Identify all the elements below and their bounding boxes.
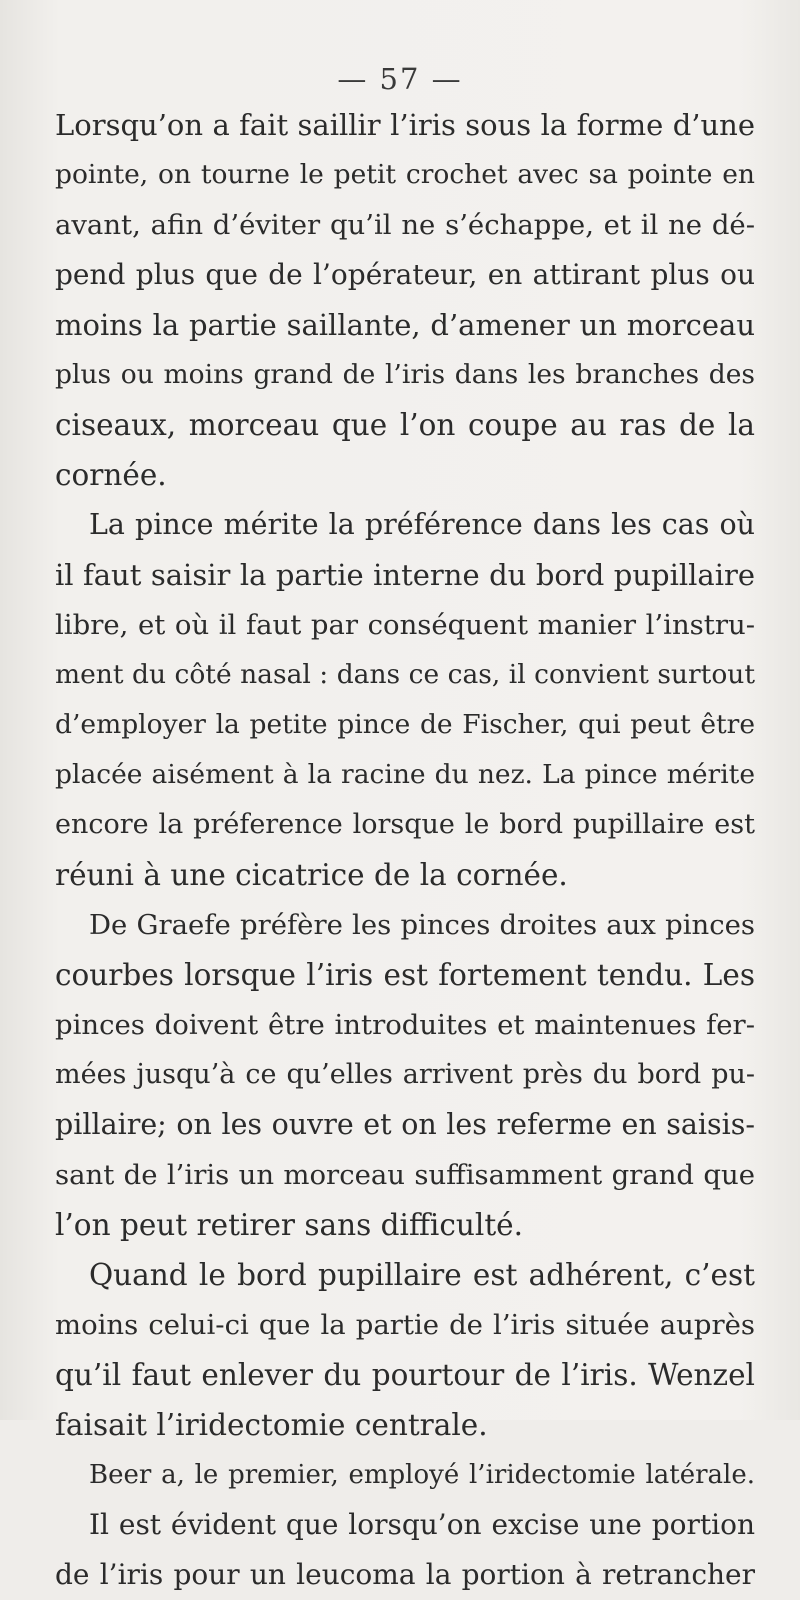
text-line: d’employer la petite pince de Fischer, qui peut être — [55, 709, 755, 740]
page-number: — 57 — — [337, 62, 463, 96]
text-line: courbes lorsque l’iris est fortement tendu. Les — [55, 958, 755, 992]
text-line: mées jusqu’à ce qu’elles arrivent près du bord pu- — [55, 1059, 755, 1090]
text-line: plus ou moins grand de l’iris dans les branches des — [55, 359, 755, 390]
text-line: ciseaux, morceau que l’on coupe au ras de la — [55, 408, 755, 442]
text-line: placée aisément à la racine du nez. La pince mérite — [55, 759, 755, 790]
text-line: qu’il faut enlever du pourtour de l’iris. Wenzel — [55, 1358, 755, 1392]
text-line: pillaire; on les ouvre et on les referme en saisis- — [55, 1108, 755, 1141]
text-line: réuni à une cicatrice de la cornée. — [55, 858, 568, 892]
text-line: cornée. — [55, 458, 167, 492]
text-line: il faut saisir la partie interne du bord pupillaire — [55, 558, 755, 592]
text-line: avant, afin d’éviter qu’il ne s’échappe, et il ne dé- — [55, 209, 755, 241]
text-line: Beer a, le premier, employé l’iridectomie latérale. — [89, 1460, 755, 1490]
text-line: Quand le bord pupillaire est adhérent, c’est — [89, 1258, 755, 1292]
text-line: faisait l’iridectomie centrale. — [55, 1408, 488, 1442]
text-line: sant de l’iris un morceau suffisamment grand que — [55, 1159, 755, 1191]
text-line: moins la partie saillante, d’amener un morceau — [55, 308, 755, 342]
text-line: l’on peut retirer sans difficulté. — [55, 1208, 524, 1242]
text-line: pend plus que de l’opérateur, en attirant plus ou — [55, 258, 755, 291]
text-line: Il est évident que lorsqu’on excise une portion — [89, 1508, 755, 1541]
text-line: de l’iris pour un leucoma la portion à retrancher — [55, 1558, 755, 1591]
text-line: De Graefe préfère les pinces droites aux pinces — [89, 909, 755, 941]
text-line: La pince mérite la préférence dans les cas où — [89, 508, 755, 541]
text-line: encore la préference lorsque le bord pupillaire est — [55, 809, 755, 840]
body-text — [55, 100, 755, 1600]
text-line: pointe, on tourne le petit crochet avec sa pointe en — [55, 159, 755, 190]
text-line: libre, et où il faut par conséquent manier l’instru- — [55, 609, 755, 641]
text-line: ment du côté nasal : dans ce cas, il convient surtout — [55, 659, 755, 690]
text-line: moins celui-ci que la partie de l’iris située auprès — [55, 1309, 755, 1341]
text-line: Lorsqu’on a fait saillir l’iris sous la forme d’une — [55, 108, 755, 142]
text-line: pinces doivent être introduites et maintenues fer- — [55, 1009, 755, 1041]
